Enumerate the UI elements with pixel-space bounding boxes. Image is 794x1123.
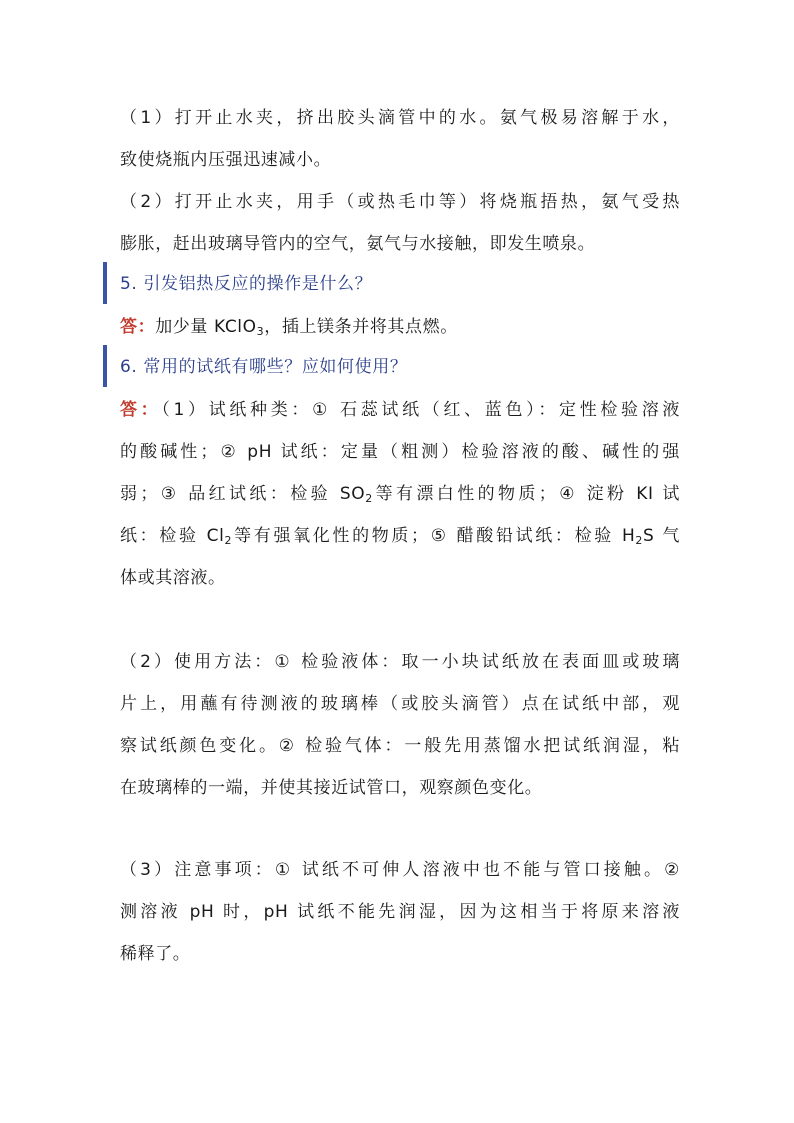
answer-text-pre: 弱；③ 品红试纸：检验 SO — [120, 484, 366, 504]
answer-paragraph-2-line-2: 膨胀，赶出玻璃导管内的空气，氨气与水接触，即发生喷泉。 — [120, 234, 596, 254]
answer-text-post: 等有漂白性的物质；④ 淀粉 KI 试 — [372, 484, 680, 504]
question-5-accent-bar — [103, 262, 107, 304]
answer-text-post: S 气 — [642, 526, 681, 546]
question-6-answer-line-5: 体或其溶液。 — [120, 568, 226, 588]
precautions-line-2: 测溶液 pH 时，pH 试纸不能先润湿，因为这相当于将原来溶液 — [120, 902, 680, 922]
question-5-answer — [120, 315, 680, 339]
question-6-answer-line-4 — [120, 524, 680, 548]
question-5-text: 5. 引发铝热反应的操作是什么？ — [120, 274, 373, 294]
subscript: 3 — [256, 325, 265, 338]
answer-label: 答： — [120, 400, 162, 420]
subscript: 2 — [635, 534, 643, 547]
question-6-text: 6. 常用的试纸有哪些？应如何使用？ — [120, 357, 408, 377]
answer-text-mid: 等有强氧化性的物质；⑤ 醋酸铅试纸：检验 H — [232, 526, 636, 546]
answer-text-pre: 加少量 KClO — [155, 317, 257, 337]
answer-text: （1）试纸种类：① 石蕊试纸（红、蓝色）：定性检验溶液 — [161, 400, 680, 420]
answer-label: 答： — [120, 317, 156, 337]
subscript: 2 — [365, 492, 373, 505]
answer-paragraph-1-line-1: （1）打开止水夹，挤出胶头滴管中的水。氨气极易溶解于水， — [120, 108, 680, 128]
question-6-accent-bar — [103, 345, 107, 387]
precautions-line-1: （3）注意事项：① 试纸不可伸人溶液中也不能与管口接触。② — [120, 860, 680, 880]
question-6-answer-line-2: 的酸碱性；② pH 试纸：定量（粗测）检验溶液的酸、碱性的强 — [120, 442, 680, 462]
usage-method-line-3: 察试纸颜色变化。② 检验气体：一般先用蒸馏水把试纸润湿，粘 — [120, 736, 680, 756]
subscript: 2 — [224, 534, 233, 547]
answer-text-pre: 纸：检验 Cl — [120, 526, 225, 546]
answer-paragraph-1-line-2: 致使烧瓶内压强迅速减小。 — [120, 150, 332, 170]
usage-method-line-4: 在玻璃棒的一端，并使其接近试管口，观察颜色变化。 — [120, 778, 543, 798]
question-6-answer-line-1 — [120, 398, 680, 422]
answer-text-post: ，插上镁条并将其点燃。 — [264, 317, 458, 337]
answer-paragraph-2-line-1: （2）打开止水夹，用手（或热毛巾等）将烧瓶捂热，氨气受热 — [120, 192, 680, 212]
question-6-answer-line-3 — [120, 482, 680, 506]
usage-method-line-2: 片上，用蘸有待测液的玻璃棒（或胶头滴管）点在试纸中部，观 — [120, 694, 680, 714]
precautions-line-3: 稀释了。 — [120, 944, 191, 964]
usage-method-line-1: （2）使用方法：① 检验液体：取一小块试纸放在表面皿或玻璃 — [120, 652, 680, 672]
